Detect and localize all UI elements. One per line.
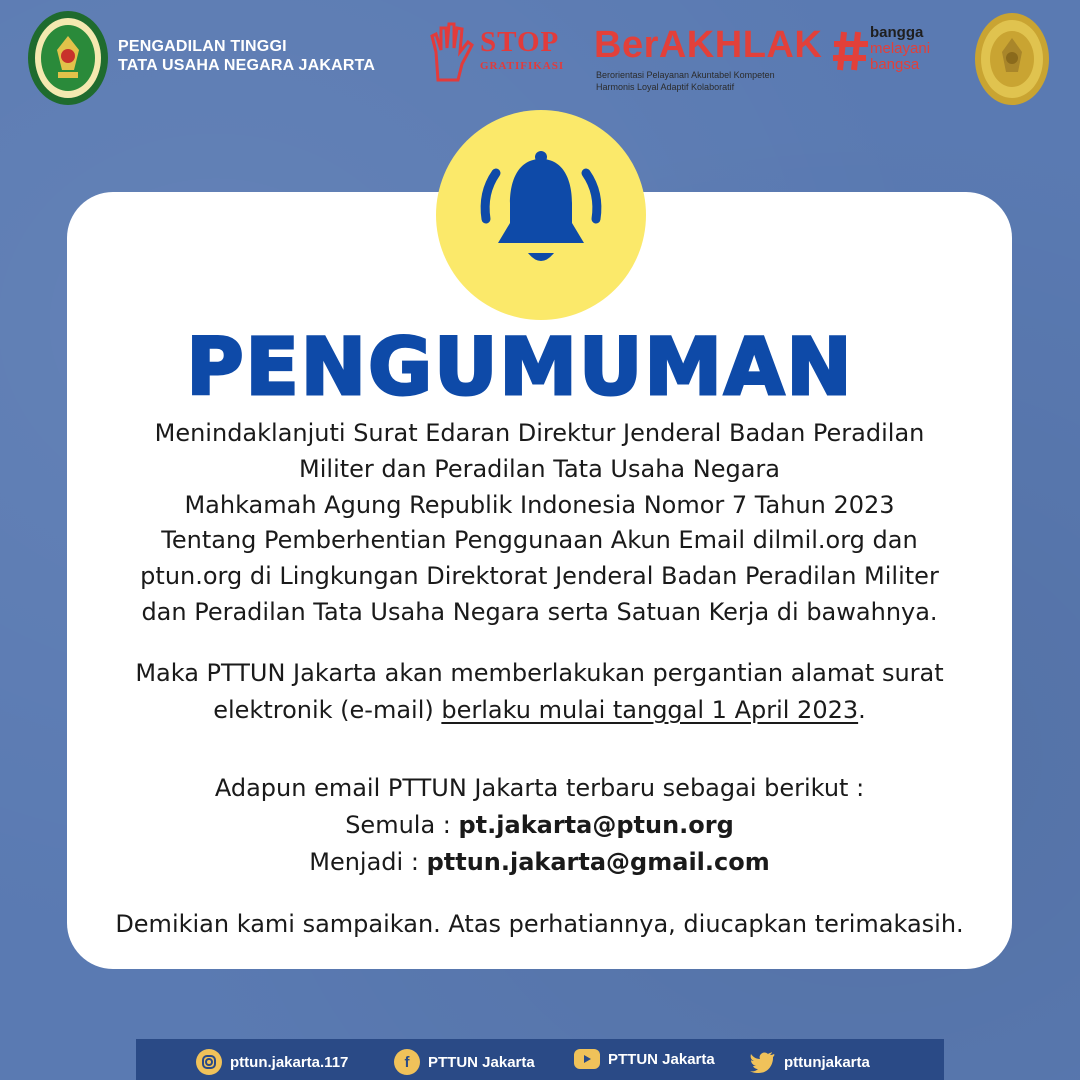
supreme-court-emblem-icon <box>974 12 1050 106</box>
paragraph-intro <box>67 416 1012 631</box>
closing-text: Demikian kami sampaikan. Atas perhatiannya, diucapkan terimakasih. <box>115 910 964 938</box>
announcement-title: PENGUMUMAN <box>186 323 854 413</box>
old-email: pt.jakarta@ptun.org <box>458 811 734 839</box>
youtube-handle: PTTUN Jakarta <box>608 1050 715 1068</box>
berakhlak-subtitle <box>596 69 828 93</box>
intro-line3: Mahkamah Agung Republik Indonesia Nomor 7 Tahun 2023 <box>184 490 895 519</box>
new-email-label: Menjadi : <box>309 848 427 876</box>
new-email-row <box>67 844 1012 881</box>
social-footer <box>136 1039 944 1080</box>
change-line1: Maka PTTUN Jakarta akan memberlakukan pergantian alamat surat <box>135 659 944 687</box>
paragraph-emails <box>67 770 1012 881</box>
stop-gratifikasi-logo <box>428 18 578 84</box>
intro-line1: Menindaklanjuti Surat Edaran Direktur Jenderal Badan Peradilan <box>154 419 925 447</box>
youtube-link[interactable] <box>574 1049 715 1069</box>
emails-intro: Adapun email PTTUN Jakarta terbaru sebagai berikut : <box>214 774 865 802</box>
facebook-link[interactable] <box>394 1049 535 1075</box>
bangga-line3: bangsa <box>870 56 920 73</box>
org-name <box>118 37 375 75</box>
bell-icon <box>466 145 616 275</box>
hand-icon <box>428 22 478 82</box>
hashtag-icon <box>832 28 870 74</box>
twitter-icon <box>750 1049 776 1075</box>
facebook-handle: PTTUN Jakarta <box>428 1053 535 1071</box>
change-line2-a: elektronik (e-mail) <box>213 696 442 724</box>
new-email: pttun.jakarta@gmail.com <box>426 848 770 876</box>
intro-line4: Tentang Pemberhentian Penggunaan Akun Email dilmil.org dan <box>161 526 918 555</box>
paragraph-change <box>67 655 1012 729</box>
instagram-icon <box>196 1049 222 1075</box>
change-line2 <box>67 692 1012 729</box>
intro-line6: dan Peradilan Tata Usaha Negara serta Satuan Kerja di bawahnya. <box>141 597 938 626</box>
stop-title: STOP <box>480 26 560 58</box>
org-name-line2: TATA USAHA NEGARA JAKARTA <box>118 57 376 74</box>
facebook-icon: f <box>394 1049 420 1075</box>
bangga-melayani-bangsa-logo <box>870 25 930 73</box>
instagram-link[interactable] <box>196 1049 348 1075</box>
twitter-handle: pttunjakarta <box>784 1053 870 1071</box>
change-line2-b: . <box>858 696 866 724</box>
instagram-handle: pttun.jakarta.117 <box>230 1053 349 1071</box>
bangga-line2: melayani <box>870 40 931 57</box>
berakhlak-sub-line2: Harmonis Loyal Adaptif Kolaboratif <box>596 82 735 92</box>
bangga-line1: bangga <box>870 24 924 41</box>
berakhlak-title: BerAKHLAK <box>594 24 823 66</box>
berakhlak-sub-line1: Berorientasi Pelayanan Akuntabel Kompeten <box>596 70 775 80</box>
old-email-label: Semula : <box>345 811 459 839</box>
stop-subtitle: GRATIFIKASI <box>480 60 565 72</box>
youtube-icon <box>574 1049 600 1069</box>
intro-line2: Militer dan Peradilan Tata Usaha Negara <box>299 454 780 483</box>
old-email-row <box>67 807 1012 844</box>
intro-line5: ptun.org di Lingkungan Direktorat Jenderal Badan Peradilan Militer <box>140 562 939 591</box>
org-name-line1: PENGADILAN TINGGI <box>118 38 287 55</box>
court-emblem-left-icon <box>27 10 109 106</box>
twitter-link[interactable] <box>750 1049 870 1075</box>
effective-date: berlaku mulai tanggal 1 April 2023 <box>441 696 859 724</box>
